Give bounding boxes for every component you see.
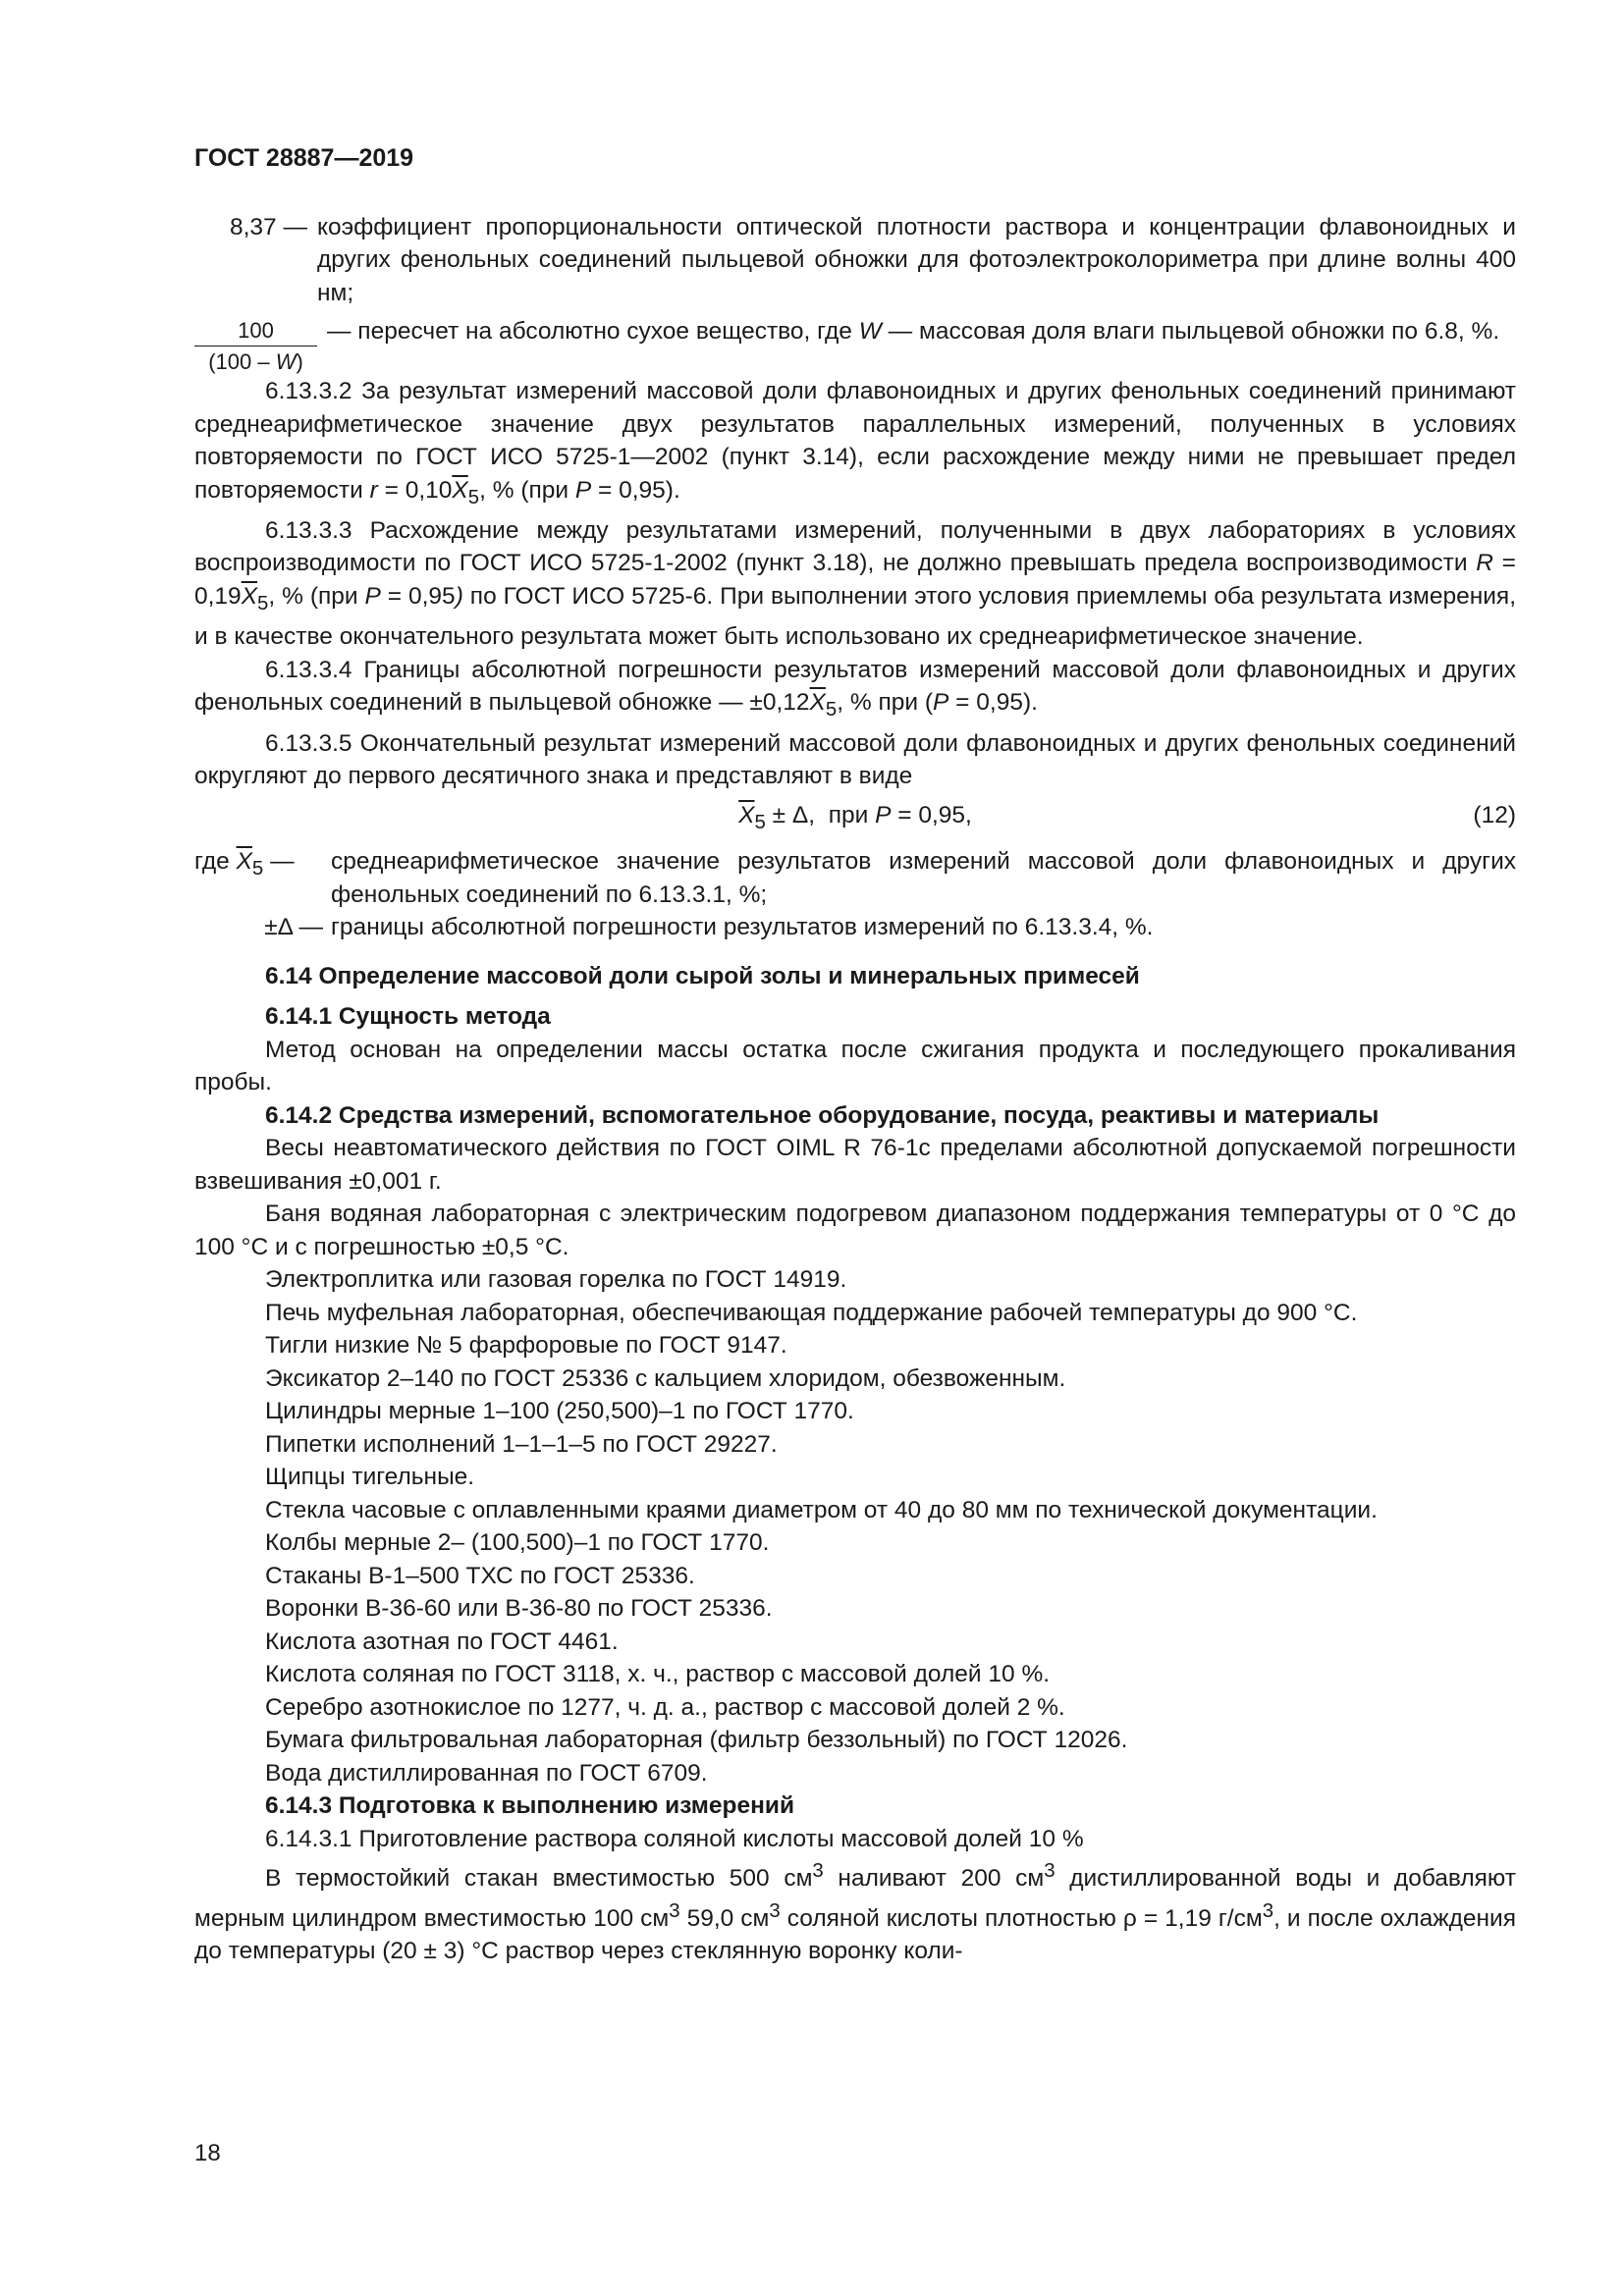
definition-fraction xyxy=(194,315,1516,375)
formula-12 xyxy=(194,799,1516,839)
equipment-item: Кислота соляная по ГОСТ 3118, х. ч., раствор с массовой долей 10 %. xyxy=(265,1661,1051,1688)
equipment-item: Пипетки исполнений 1–1–1–5 по ГОСТ 29227. xyxy=(265,1430,778,1458)
where-term: ±Δ — xyxy=(264,914,323,941)
fraction-denominator: (100 – W) xyxy=(208,349,303,374)
section-heading-6-14: 6.14 Определение массовой доли сырой золы и минеральных примесей xyxy=(265,962,1140,989)
page-number: 18 xyxy=(194,2140,221,2166)
equipment-item: Весы неавтоматического действия по ГОСТ OIML R 76-1с пределами абсолютной допускаемой погрешности взвешивания ±0,001 г. xyxy=(194,1135,1516,1195)
paragraph-6-14-1: Метод основан на определении массы остатка после сжигания продукта и последующего прокаливания пробы. xyxy=(194,1036,1516,1096)
fraction xyxy=(194,315,317,375)
equipment-list xyxy=(194,1132,1516,1789)
paragraph: 6.13.3.5 Окончательный результат измерений массовой доли флавоноидных и других фенольных соединений округляют до первого десятичного знака и представляют в виде xyxy=(194,729,1516,790)
equipment-item: Щипцы тигельные. xyxy=(265,1464,475,1491)
subsection-heading-6-14-2: 6.14.2 Средства измерений, вспомогательное оборудование, посуда, реактивы и материалы xyxy=(265,1101,1380,1129)
definition-term: 8,37 — xyxy=(230,213,307,240)
document-page xyxy=(194,142,1516,1968)
subsection-heading-6-14-3: 6.14.3 Подготовка к выполнению измерений xyxy=(265,1792,795,1820)
where-definition-x5 xyxy=(194,845,1516,911)
document-header: ГОСТ 28887—2019 xyxy=(194,144,414,172)
where-text: границы абсолютной погрешности результатов измерений по 6.13.3.4, %. xyxy=(331,914,1154,941)
equipment-item: Стекла часовые с оплавленными краями диаметром от 40 до 80 мм по технической документации. xyxy=(265,1496,1378,1523)
definition-coefficient xyxy=(194,211,1516,310)
where-definition-delta xyxy=(194,911,1516,944)
equipment-item: Эксикатор 2–140 по ГОСТ 25336 с кальцием хлоридом, обезвоженным. xyxy=(265,1364,1066,1392)
formula-expression: $\overline{X}_5 \pm \Delta$, при P = 0,95, xyxy=(738,801,972,833)
equipment-item: Электроплитка или газовая горелка по ГОСТ 14919. xyxy=(265,1266,847,1294)
subsection-heading-6-14-1: 6.14.1 Сущность метода xyxy=(265,1003,551,1031)
equipment-item: Серебро азотнокислое по 1277, ч. д. а., раствор с массовой долей 2 %. xyxy=(265,1693,1065,1721)
formula-number: (12) xyxy=(1473,801,1516,828)
equipment-item: Воронки В-36-60 или В-36-80 по ГОСТ 25336. xyxy=(265,1595,773,1623)
definition-text: — пересчет на абсолютно сухое вещество, где W — массовая доля влаги пыльцевой обножки по 6.8, %. xyxy=(327,318,1500,345)
equipment-item: Печь муфельная лабораторная, обеспечивающая поддержание рабочей температуры до 900 °С. xyxy=(265,1299,1358,1326)
paragraph: 6.13.3.2 За результат измерений массовой доли флавоноидных и других фенольных соединений принимают среднеарифметическое значение двух результатов параллельных измерений, полученных в условиях повторяемости по ГОСТ ИСО 5725-1—2002 (пункт 3.14), если расхождение между ними не превышает предел повторяемости $r = 0,10\overline{X}_5$, % (при P = 0,95). xyxy=(194,378,1516,508)
paragraph: 6.13.3.4 Границы абсолютной погрешности результатов измерений массовой доли флавоноидных и других фенольных соединений в пыльцевой обножке — $\pm 0,12\overline{X}_5$, % при (P = 0,95). xyxy=(194,656,1516,721)
equipment-item: Цилиндры мерные 1–100 (250,500)–1 по ГОСТ 1770. xyxy=(265,1398,854,1425)
paragraph-last: В термостойкий стакан вместимостью 500 $см^3$ наливают 200 $см^3$ дистиллированной воды и добавляют мерным цилиндром вместимостью 100 $см^3$ 59,0 $см^3$ соляной кислоты плотностью ρ = 1,19 $г/см^3$, и после охлаждения до температуры (20 ± 3) °С раствор через стеклянную воронку коли- xyxy=(194,1860,1516,1965)
fraction-numerator: 100 xyxy=(194,317,317,347)
paragraphs-block xyxy=(194,375,1516,793)
equipment-item: Бумага фильтровальная лабораторная (фильтр беззольный) по ГОСТ 12026. xyxy=(265,1727,1128,1754)
where-term: где $\overline{X}_5$ — xyxy=(194,848,295,880)
definition-text: коэффициент пропорциональности оптической плотности раствора и концентрации флавоноидных и других фенольных соединений пыльцевой обножки для фотоэлектроколориметра при длине волны 400 нм; xyxy=(317,213,1516,306)
equipment-item: Кислота азотная по ГОСТ 4461. xyxy=(265,1628,619,1655)
paragraph: 6.13.3.3 Расхождение между результатами измерений, полученными в двух лабораториях в условиях воспроизводимости по ГОСТ ИСО 5725-1-2002 (пункт 3.18), не должно превышать предела воспроизводимости $R = 0,19\overline{X}_5$, % (при P = 0,95) по ГОСТ ИСО 5725-6. При выполнении этого условия приемлемы оба результата измерения, и в качестве окончательного результата может быть использовано их среднеарифметическое значение. xyxy=(194,516,1516,651)
equipment-item: Вода дистиллированная по ГОСТ 6709. xyxy=(265,1759,708,1787)
equipment-item: Колбы мерные 2– (100,500)–1 по ГОСТ 1770. xyxy=(265,1529,770,1557)
paragraph-6-14-3-1: 6.14.3.1 Приготовление раствора соляной кислоты массовой долей 10 % xyxy=(265,1825,1084,1852)
where-text: среднеарифметическое значение результатов измерений массовой доли флавоноидных и других фенольных соединений по 6.13.3.1, %; xyxy=(331,848,1516,908)
equipment-item: Баня водяная лабораторная с электрическим подогревом диапазоном поддержания температуры от 0 °С до 100 °С и с погрешностью ±0,5 °С. xyxy=(194,1201,1516,1260)
equipment-item: Стаканы В-1–500 ТХС по ГОСТ 25336. xyxy=(265,1562,695,1589)
equipment-item: Тигли низкие № 5 фарфоровые по ГОСТ 9147. xyxy=(265,1332,787,1360)
